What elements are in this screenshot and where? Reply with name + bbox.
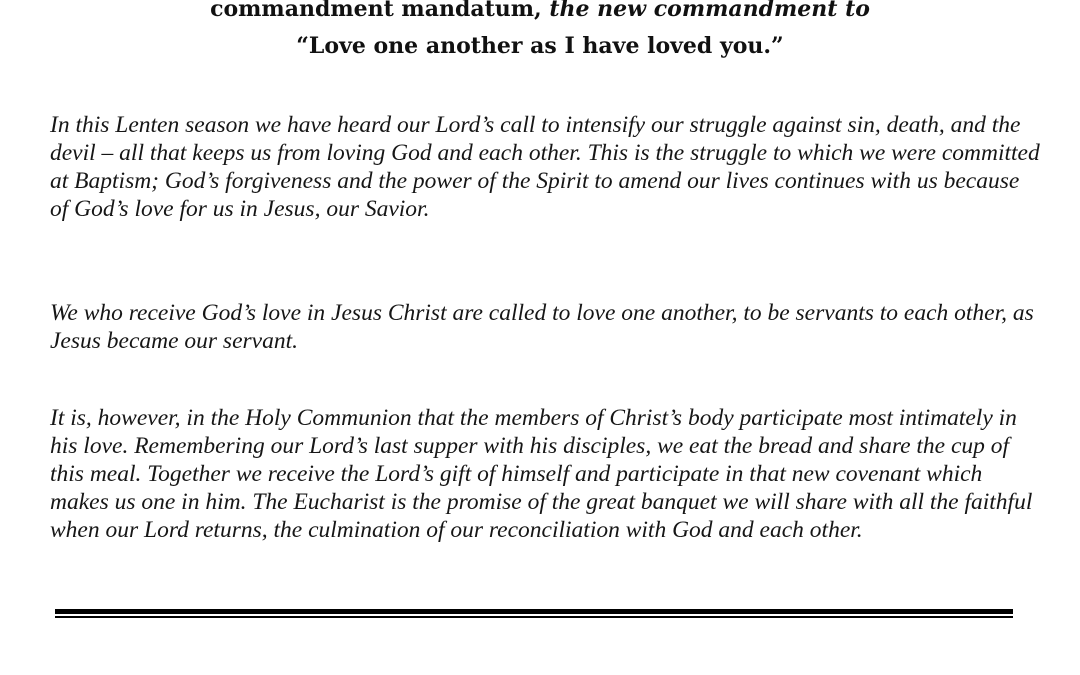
heading-plain-text: commandment mandatum, bbox=[210, 0, 550, 22]
paragraph-holy-communion: It is, however, in the Holy Communion that the members of Christ’s body participate most intimately in his love. Remembering our Lord’s last supper with his disciples, we eat the bread and share the cup of this meal. Together we receive the Lord’s gift of himself and participate in that new covenant which makes us one in him. The Eucharist is the promise of the great banquet we will share with all the faithful when our Lord returns, the culmination of our reconciliation with God and each other. bbox=[50, 405, 1033, 543]
heading-emphasis-text: the new commandment to bbox=[549, 0, 870, 22]
heading-line-1 bbox=[0, 0, 1080, 22]
divider-thick bbox=[55, 609, 1013, 614]
heading-quote: “Love one another as I have loved you.” bbox=[296, 33, 784, 59]
paragraph-lenten-season: In this Lenten season we have heard our Lord’s call to intensify our struggle against sin, death, and the devil – all that keeps us from loving God and each other. This is the struggle to which we were committed at Baptism; God’s forgiveness and the power of the Spirit to amend our lives continues with us because of God’s love for us in Jesus, our Savior. bbox=[50, 112, 1040, 222]
divider-thin bbox=[55, 616, 1013, 618]
paragraph-love-one-another: We who receive God’s love in Jesus Christ are called to love one another, to be servants to each other, as Jesus became our servant. bbox=[50, 300, 1034, 354]
